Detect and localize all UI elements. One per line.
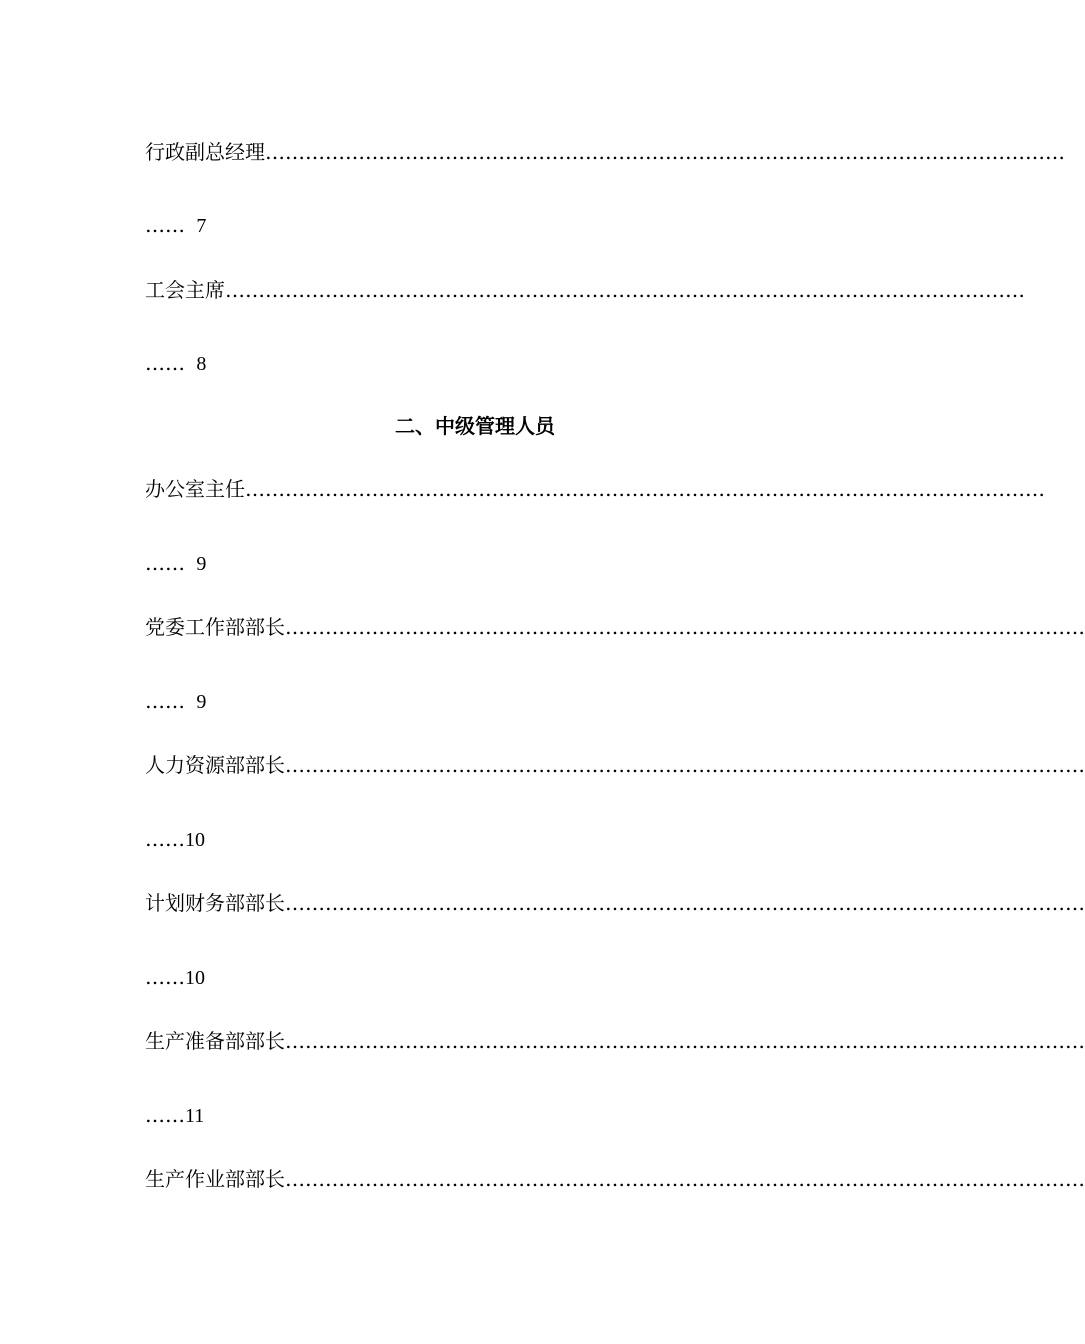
toc-entry-line [145, 888, 1085, 918]
toc-dot-leader: ………………………………………………………………………………………………………… [285, 753, 1085, 777]
toc-entry-line [145, 474, 1045, 504]
toc-page-number: 9 [196, 691, 207, 713]
toc-entry-title: 生产准备部部长 [145, 1029, 285, 1053]
toc-dot-leader: …… [145, 689, 185, 713]
toc-entry-line [145, 612, 1085, 642]
toc-entry-title: 党委工作部部长 [145, 615, 285, 639]
toc-entry-line [145, 1026, 1085, 1056]
toc-dot-leader: ………………………………………………………………………………………………………… [285, 615, 1085, 639]
toc-page-number: 7 [196, 215, 207, 237]
toc-dot-leader: …… [145, 1103, 185, 1127]
toc-dot-leader: …… [145, 213, 185, 237]
toc-entry-page-line [145, 962, 205, 992]
toc-dot-leader: ………………………………………………………………………………………………………… [265, 140, 1065, 164]
toc-page-number: 10 [185, 967, 205, 989]
toc-dot-leader: …… [145, 965, 185, 989]
toc-page-number: 8 [196, 353, 207, 375]
toc-dot-leader: …… [145, 827, 185, 851]
toc-dot-leader: ………………………………………………………………………………………………………… [225, 278, 1025, 302]
toc-entry-page-line [145, 348, 206, 378]
toc-entry-page-line [145, 548, 206, 578]
toc-entry-title: 计划财务部部长 [145, 891, 285, 915]
toc-entry-title: 人力资源部部长 [145, 753, 285, 777]
toc-entry-title: 行政副总经理 [145, 140, 265, 164]
toc-entry-line [145, 137, 1065, 167]
toc-page-number: 10 [185, 829, 205, 851]
toc-dot-leader: ………………………………………………………………………………………………………… [285, 1029, 1085, 1053]
toc-dot-leader: …… [145, 351, 185, 375]
toc-page-number: 11 [185, 1105, 205, 1127]
toc-entry-title: 生产作业部部长 [145, 1167, 285, 1191]
toc-dot-leader: ………………………………………………………………………………………………………… [285, 1167, 1085, 1191]
toc-entry-line [145, 275, 1025, 305]
toc-entry-line [145, 1164, 1085, 1194]
toc-entry-page-line [145, 824, 205, 854]
section-heading: 二、中级管理人员 [395, 414, 555, 438]
toc-entry-title: 办公室主任 [145, 477, 245, 501]
toc-entry-line [145, 750, 1085, 780]
toc-entry-title: 工会主席 [145, 278, 225, 302]
toc-dot-leader: ………………………………………………………………………………………………………… [245, 477, 1045, 501]
toc-dot-leader: ………………………………………………………………………………………………………… [285, 891, 1085, 915]
toc-entry-page-line [145, 686, 206, 716]
toc-entry-page-line [145, 210, 206, 240]
toc-dot-leader: …… [145, 551, 185, 575]
toc-page-number: 9 [196, 553, 207, 575]
toc-entry-page-line [145, 1100, 204, 1130]
